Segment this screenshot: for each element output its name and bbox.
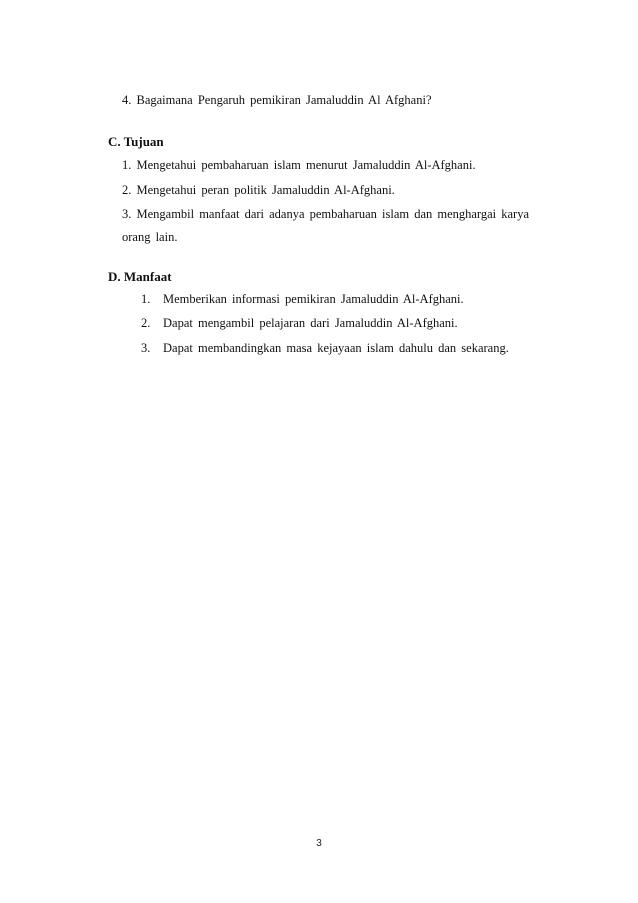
manfaat-item-1 [141, 291, 464, 307]
manfaat-item-3-number: 3. [141, 341, 151, 355]
manfaat-item-3 [141, 340, 509, 356]
manfaat-item-2-text: Dapat mengambil pelajaran dari Jamaluddin Al-Afghani. [163, 316, 458, 330]
rumusan-item-4: 4. Bagaimana Pengaruh pemikiran Jamaluddin Al Afghani? [122, 93, 432, 107]
manfaat-item-2 [141, 315, 458, 331]
section-heading-tujuan: C. Tujuan [108, 134, 164, 149]
page-number: 3 [316, 838, 322, 849]
tujuan-item-1: 1. Mengetahui pembaharuan islam menurut Jamaluddin Al-Afghani. [122, 158, 476, 172]
tujuan-item-3: 3. Mengambil manfaat dari adanya pembaharuan islam dan menghargai karya [122, 207, 529, 221]
tujuan-item-3-continuation: orang lain. [122, 230, 178, 244]
manfaat-item-2-number: 2. [141, 316, 151, 330]
tujuan-item-2: 2. Mengetahui peran politik Jamaluddin Al-Afghani. [122, 183, 395, 197]
manfaat-item-3-text: Dapat membandingkan masa kejayaan islam dahulu dan sekarang. [163, 341, 509, 355]
section-heading-manfaat: D. Manfaat [108, 269, 172, 284]
manfaat-item-1-text: Memberikan informasi pemikiran Jamaluddin Al-Afghani. [163, 292, 464, 306]
manfaat-item-1-number: 1. [141, 292, 151, 306]
